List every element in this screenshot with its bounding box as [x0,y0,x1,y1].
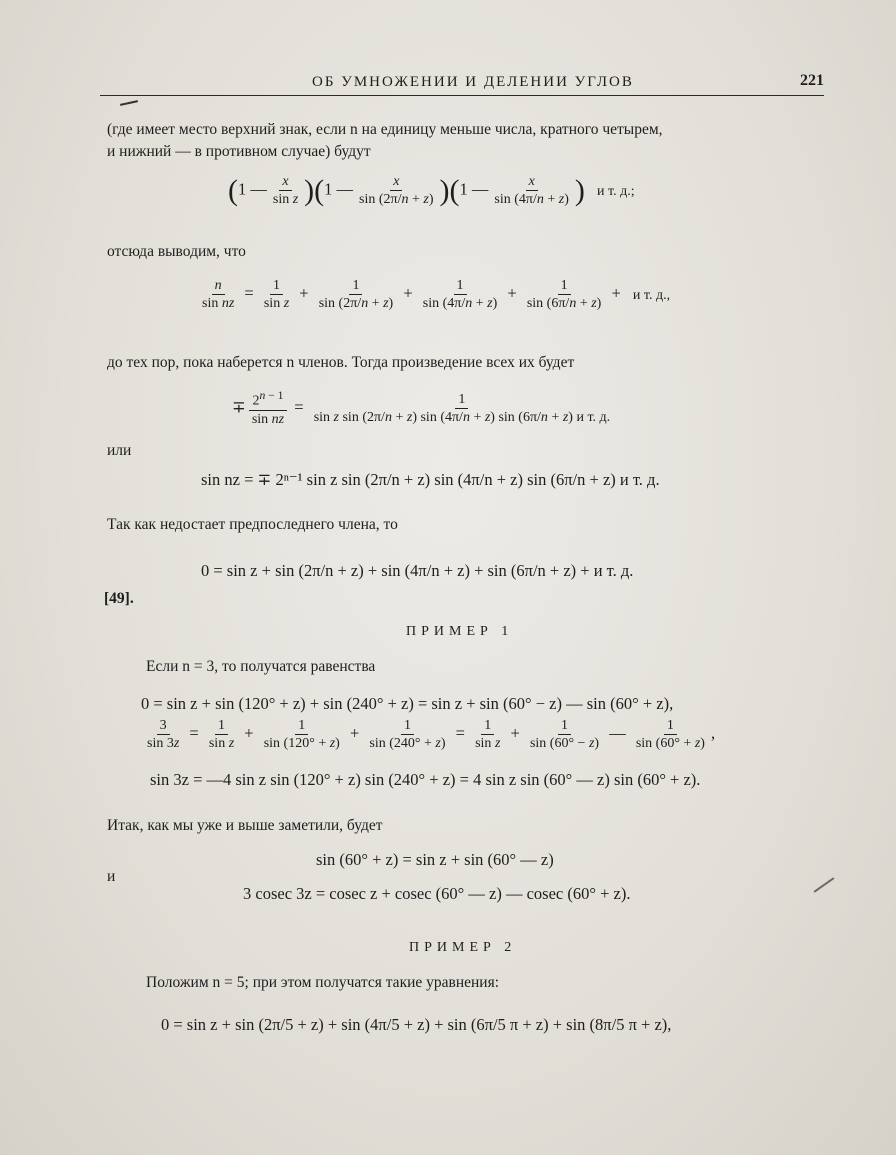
equation-5: 0 = sin z + sin (2π/n + z) + sin (4π/n + z) + sin (6π/n + z) + и т. д. [201,561,634,580]
word-or: или [107,442,132,459]
equation-1-tail: и т. д.; [597,183,635,199]
equation-4: sin nz = ∓ 2ⁿ⁻¹ sin z sin (2π/n + z) sin (4π/n + z) sin (6π/n + z) и т. д. [201,470,660,489]
paragraph-3: до тех пор, пока наберется n членов. Тогда произведение всех их будет [107,354,575,371]
example-1-equation-1: 0 = sin z + sin (120° + z) + sin (240° + z) = sin z + sin (60° − z) — sin (60° + z), [141,694,674,713]
equation-1: (1 — $\frac{x}{\text{sin z}}$ )(1 — $\frac{x}{\sin (2\pi/n + z)}$ )(1 — $\frac{x}{\sin (4\pi/n + z)}$ ) и т. д.; [228,173,635,208]
page-number: 221 [800,72,824,89]
example-2-heading: ПРИМЕР 2 [409,940,517,955]
header-rule [100,95,824,96]
paragraph-1-line-2: и нижний — в противном случае) будут [107,143,371,160]
paragraph-4: Так как недостает предпоследнего члена, то [107,516,398,533]
equation-2-tail: и т. д., [632,287,671,303]
example-1-heading: ПРИМЕР 1 [406,624,514,639]
example-1-equation-3: sin 3z = —4 sin z sin (120° + z) sin (240° + z) = 4 sin z sin (60° — z) sin (60° + z). [150,770,701,789]
reference-number: [49]. [104,590,134,607]
pencil-mark [814,877,835,892]
example-1-equation-4: sin (60° + z) = sin z + sin (60° — z) [316,850,554,869]
paragraph-5: Итак, как мы уже и выше заметили, будет [107,817,383,834]
example-2-intro: Положим n = 5; при этом получатся такие уравнения: [146,974,500,991]
equation-2: $\frac{n}{\text{sin nz}}$ = $\frac{1}{\text{sin z}}$ + $\frac{1}{\sin (2\pi/n + z)}$ + $\frac{1}{\sin (4\pi/n + z)}$ + $\frac{1}{\sin (6\pi/n + z)}$ + и т. д., [202,278,671,312]
example-1-intro: Если n = 3, то получатся равенства [146,658,376,675]
example-1-equation-2: $\frac{3}{\sin 3z}$ = $\frac{1}{\text{sin z}}$ + $\frac{1}{\sin (120^\circ + z)}$ + $\frac{1}{\sin (240^\circ + z)}$ = $\frac{1}{\text{sin z}}$ + $\frac{1}{\sin (60^\circ - z)}$ — $\frac{1}{\sin (60^\circ + z)}$ , [147,718,716,752]
equation-3: ∓ $\frac{2^{n - 1}}{\text{sin nz}}$ = $\frac{1}{\text{sin z sin (2π/n + z) sin (4π/n + z) sin (6π/n + z) и т. д.}}$ [232,389,611,428]
paragraph-1-line-1: (где имеет место верхний знак, если n на единицу меньше числа, кратного четырем, [107,121,663,138]
running-title: ОБ УМНОЖЕНИИ И ДЕЛЕНИИ УГЛОВ [312,74,634,90]
example-2-equation-1: 0 = sin z + sin (2π/5 + z) + sin (4π/5 + z) + sin (6π/5 π + z) + sin (8π/5 π + z), [161,1015,672,1034]
pen-mark [120,100,138,106]
example-1-equation-5: 3 cosec 3z = cosec z + cosec (60° — z) — cosec (60° + z). [243,884,631,903]
word-and: и [107,868,116,885]
paragraph-2: отсюда выводим, что [107,243,246,260]
equation-3-tail: и т. д. [576,410,611,426]
